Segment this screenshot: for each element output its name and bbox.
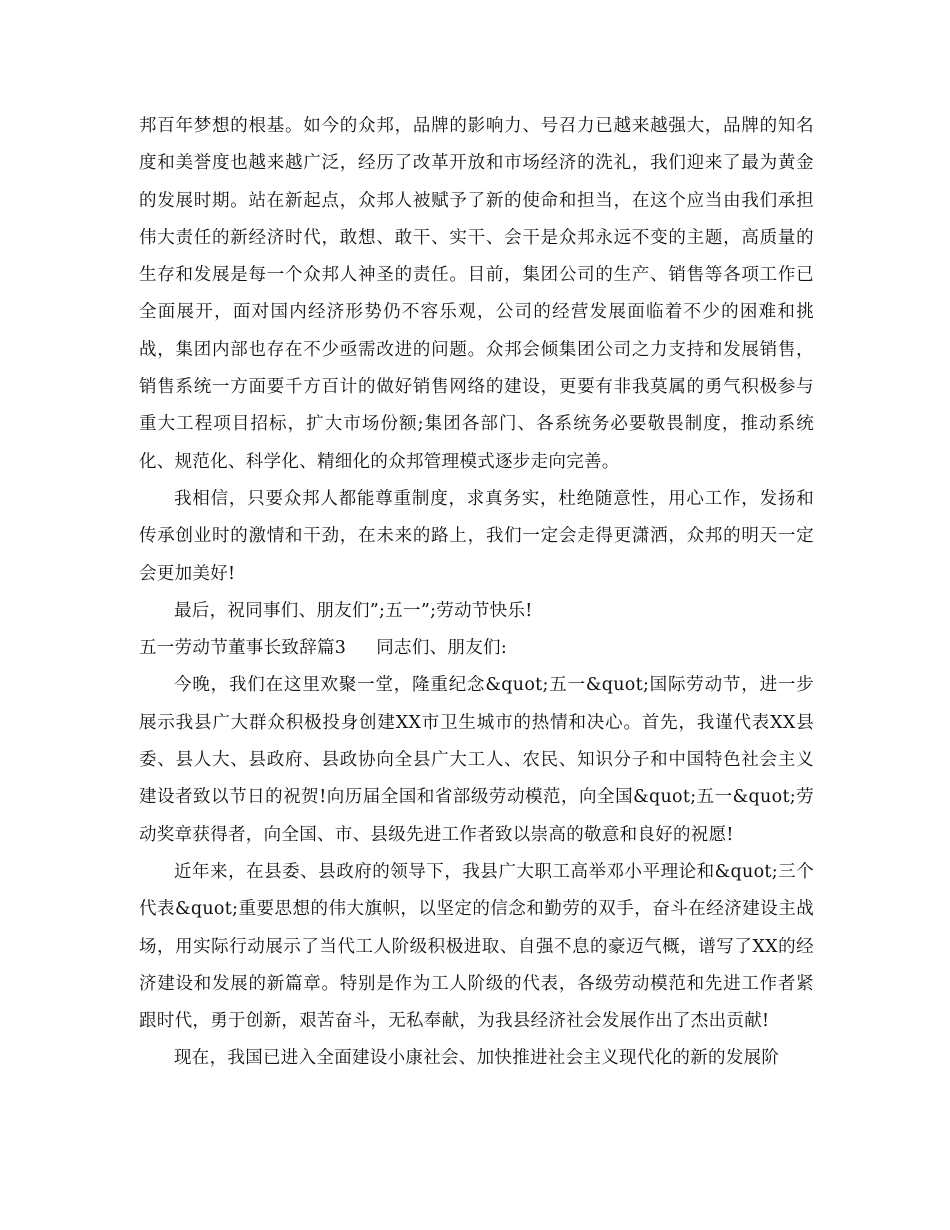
paragraph-1: 邦百年梦想的根基。如今的众邦，品牌的影响力、号召力已越来越强大，品牌的知名度和美誉度也越来越广泛，经历了改革开放和市场经济的洗礼，我们迎来了最为黄金的发展时期。站在新起点，众邦人被赋予了新的使命和担当，在这个应当由我们承担伟大责任的新经济时代，敢想、敢干、实干、会干是众邦永远不变的主题，高质量的生存和发展是每一个众邦人神圣的责任。目前，集团公司的生产、销售等各项工作已全面展开，面对国内经济形势仍不容乐观，公司的经营发展面临着不少的困难和挑战，集团内部也存在不少亟需改进的问题。众邦会倾集团公司之力支持和发展销售，销售系统一方面要千方百计的做好销售网络的建设，更要有非我莫属的勇气积极参与重大工程项目招标，扩大市场份额;集团各部门、各系统务必要敬畏制度，推动系统化、规范化、科学化、精细化的众邦管理模式逐步走向完善。	[139, 116, 814, 472]
section-heading	[139, 630, 814, 667]
paragraph-2: 我相信，只要众邦人都能尊重制度，求真务实，杜绝随意性，用心工作，发扬和传承创业时的激情和干劲，在未来的路上，我们一定会走得更潇洒，众邦的明天一定会更加美好!	[139, 488, 814, 584]
section-title: 五一劳动节董事长致辞篇3	[139, 638, 347, 659]
paragraph-6: 现在，我国已进入全面建设小康社会、加快推进社会主义现代化的新的发展阶	[174, 1048, 780, 1069]
document-body	[139, 108, 814, 1078]
paragraph-5: 近年来，在县委、县政府的领导下，我县广大职工高举邓小平理论和&quot;三个代表&quot;重要思想的伟大旗帜，以坚定的信念和勤劳的双手，奋斗在经济建设主战场，用实际行动展示了当代工人阶级积极进取、自强不息的豪迈气概，谱写了XX的经济建设和发展的新篇章。特别是作为工人阶级的代表，各级劳动模范和先进工作者紧跟时代，勇于创新，艰苦奋斗，无私奉献，为我县经济社会发展作出了杰出贡献!	[139, 861, 814, 1032]
paragraph-4: 今晚，我们在这里欢聚一堂，隆重纪念&quot;五一&quot;国际劳动节，进一步展示我县广大群众积极投身创建XX市卫生城市的热情和决心。首先，我谨代表XX县委、县人大、县政府、县政协向全县广大工人、农民、知识分子和中国特色社会主义建设者致以节日的祝贺!向历届全国和省部级劳动模范，向全国&quot;五一&quot;劳动奖章获得者，向全国、市、县级先进工作者致以崇高的敬意和良好的祝愿!	[139, 675, 814, 845]
salutation: 同志们、朋友们:	[376, 638, 508, 659]
paragraph-3: 最后，祝同事们、朋友们”;五一”;劳动节快乐!	[174, 600, 533, 621]
